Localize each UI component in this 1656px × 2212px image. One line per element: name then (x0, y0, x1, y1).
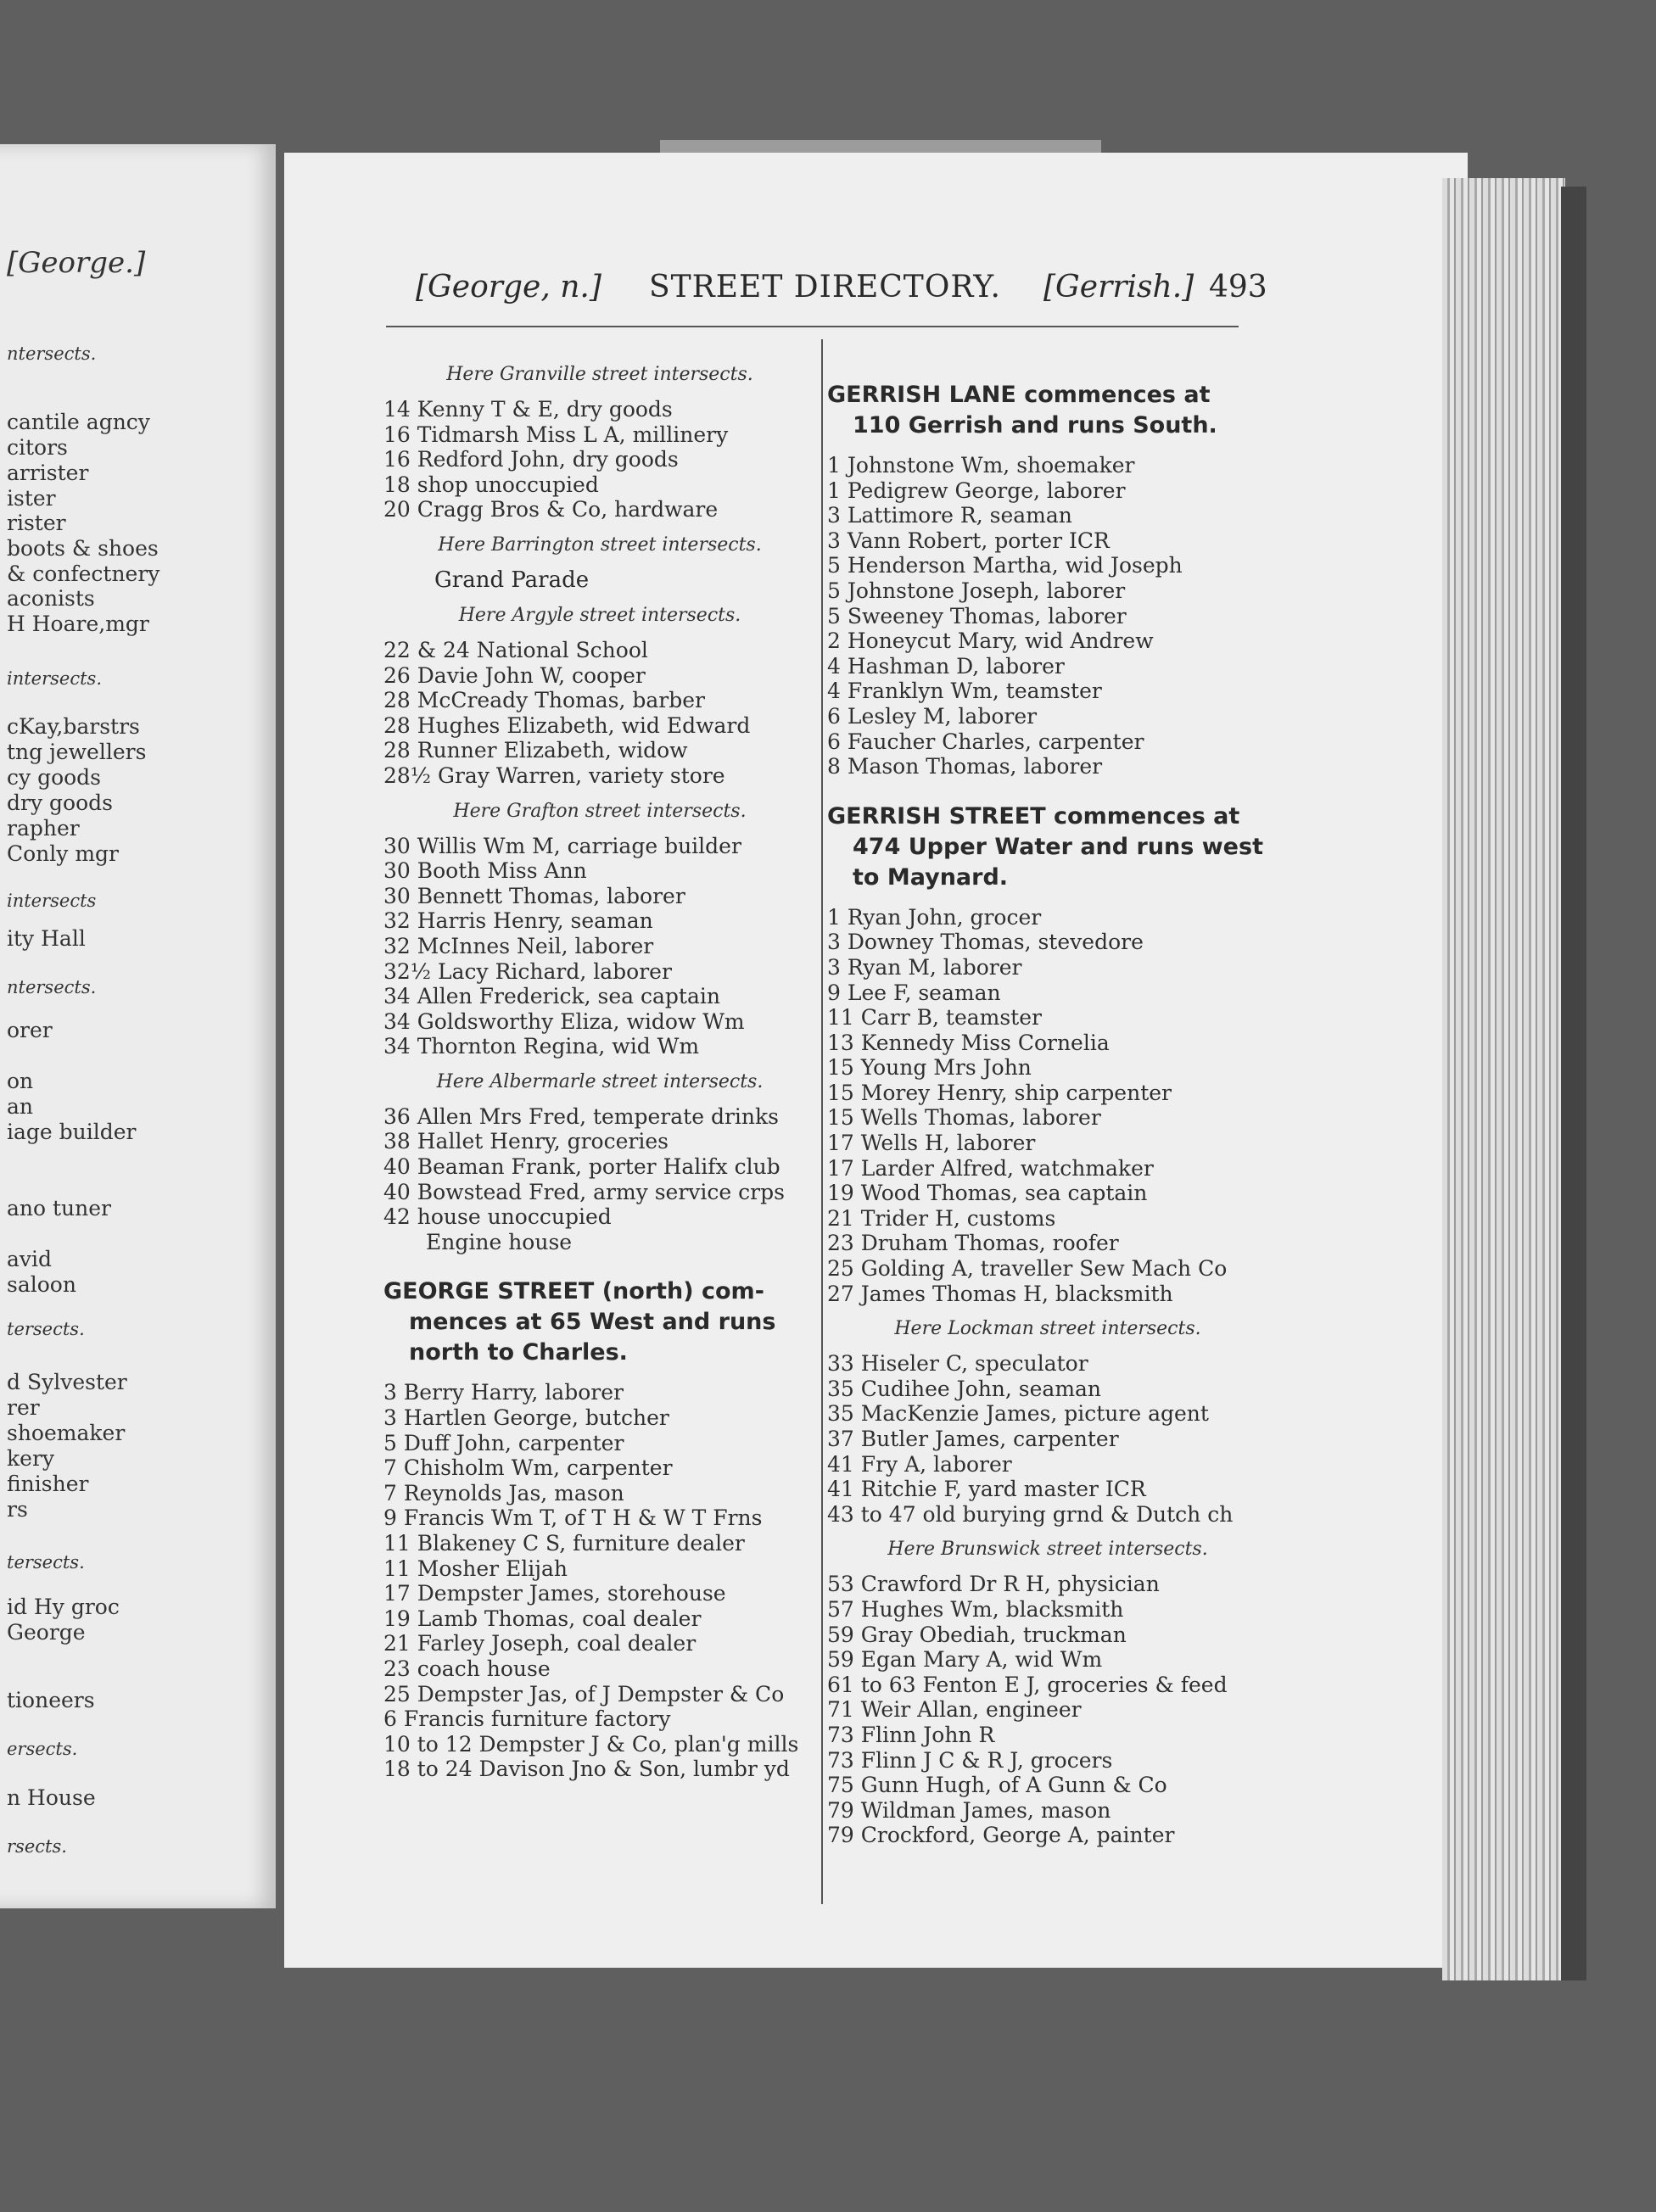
left-page-line: arrister (7, 461, 89, 485)
directory-entry: 10 to 12 Dempster J & Co, plan'g mills (383, 1731, 799, 1757)
directory-entry: 16 Redford John, dry goods (383, 447, 679, 472)
left-page-line: ntersects. (7, 977, 97, 997)
directory-entry: 3 Ryan M, laborer (827, 954, 1022, 980)
directory-entry: 25 Golding A, traveller Sew Mach Co (827, 1256, 1228, 1282)
header-right-guide: [Gerrish.] (1043, 270, 1194, 304)
directory-entry: 4 Hashman D, laborer (827, 653, 1065, 679)
directory-entry: 41 Ritchie F, yard master ICR (827, 1477, 1146, 1502)
left-page-line: rs (7, 1497, 28, 1522)
left-page-line: ister (7, 486, 56, 511)
directory-entry: 3 Lattimore R, seaman (827, 503, 1072, 528)
street-heading (827, 380, 1268, 441)
directory-entry: 23 Druham Thomas, roofer (827, 1231, 1119, 1256)
intersection-note: Here Granville street intersects. (446, 364, 753, 385)
directory-entry: 26 Davie John W, cooper (383, 662, 646, 688)
directory-entry: 30 Booth Miss Ann (383, 858, 587, 884)
directory-entry: 1 Pedigrew George, laborer (827, 478, 1126, 503)
directory-entry: 11 Carr B, teamster (827, 1005, 1042, 1031)
directory-entry: 3 Hartlen George, butcher (383, 1405, 669, 1431)
directory-entry: 9 Lee F, seaman (827, 980, 1001, 1005)
directory-entry: 38 Hallet Henry, groceries (383, 1129, 669, 1154)
directory-entry: 15 Wells Thomas, laborer (827, 1105, 1101, 1131)
directory-entry: 28 McCready Thomas, barber (383, 688, 705, 713)
street-heading-line: mences at 65 West and runs (409, 1309, 776, 1336)
directory-entry: 28 Hughes Elizabeth, wid Edward (383, 712, 751, 738)
intersection-note: Here Albermarle street intersects. (436, 1070, 764, 1092)
directory-entry: 25 Dempster Jas, of J Dempster & Co (383, 1681, 785, 1706)
left-page-line: Conly mgr (7, 841, 120, 866)
left-page-line: avid (7, 1247, 53, 1271)
left-page-line: cy goods (7, 765, 102, 790)
left-page-line: n House (7, 1785, 96, 1810)
directory-entry: 42 house unoccupied (383, 1204, 612, 1230)
directory-entry: 57 Hughes Wm, blacksmith (827, 1596, 1124, 1622)
street-heading (827, 802, 1268, 893)
directory-entry: 18 shop unoccupied (383, 472, 599, 497)
left-column (383, 352, 816, 1782)
directory-entry: 20 Cragg Bros & Co, hardware (383, 497, 719, 522)
street-heading-lead: GERRISH STREET commences at (827, 802, 1240, 830)
directory-entry: 71 Weir Allan, engineer (827, 1697, 1082, 1723)
directory-entry: 22 & 24 National School (383, 637, 648, 662)
directory-entry: 5 Sweeney Thomas, laborer (827, 603, 1127, 628)
directory-entry: 8 Mason Thomas, laborer (827, 754, 1103, 779)
street-heading-line: 110 Gerrish and runs South. (853, 412, 1217, 438)
left-page-line: tersects. (7, 1552, 85, 1572)
left-page-line: tng jewellers (7, 740, 147, 764)
directory-entry: 6 Lesley M, laborer (827, 703, 1038, 729)
directory-entry: 7 Chisholm Wm, carpenter (383, 1455, 673, 1481)
street-heading-line: north to Charles. (409, 1339, 628, 1366)
directory-entry: 73 Flinn J C & R J, grocers (827, 1747, 1113, 1773)
directory-entry: 75 Gunn Hugh, of A Gunn & Co (827, 1773, 1167, 1798)
directory-entry: 16 Tidmarsh Miss L A, millinery (383, 422, 729, 447)
header-rule (386, 326, 1239, 327)
directory-entry: 30 Willis Wm M, carriage builder (383, 833, 741, 858)
header-title: STREET DIRECTORY. (649, 270, 1001, 304)
directory-entry: 17 Dempster James, storehouse (383, 1581, 726, 1606)
left-page-line: id Hy groc (7, 1595, 120, 1619)
directory-entry: 2 Honeycut Mary, wid Andrew (827, 628, 1154, 654)
directory-entry: 19 Lamb Thomas, coal dealer (383, 1606, 702, 1631)
left-page-line: cantile agncy (7, 410, 150, 434)
directory-entry: Engine house (426, 1229, 573, 1254)
street-heading-lead: GERRISH LANE commences at (827, 382, 1211, 408)
directory-entry: 19 Wood Thomas, sea captain (827, 1181, 1148, 1206)
directory-entry: 30 Bennett Thomas, laborer (383, 883, 685, 908)
directory-entry: 27 James Thomas H, blacksmith (827, 1281, 1173, 1306)
directory-entry: 40 Bowstead Fred, army service crps (383, 1179, 785, 1204)
left-page-line: ano tuner (7, 1196, 111, 1221)
left-page-line: cKay,barstrs (7, 714, 140, 739)
directory-entry: 11 Blakeney C S, furniture dealer (383, 1531, 745, 1556)
directory-entry: 41 Fry A, laborer (827, 1451, 1012, 1477)
intersection-note: Here Grafton street intersects. (453, 800, 747, 822)
left-page-line: tioneers (7, 1688, 95, 1712)
directory-entry: 21 Trider H, customs (827, 1205, 1056, 1231)
page-number: 493 (1209, 270, 1267, 304)
left-page-line: intersects (7, 891, 97, 911)
directory-entry: 34 Thornton Regina, wid Wm (383, 1034, 700, 1059)
directory-entry: 17 Wells H, laborer (827, 1131, 1036, 1156)
left-page-line: d Sylvester (7, 1370, 127, 1394)
directory-entry: 3 Vann Robert, porter ICR (827, 528, 1110, 553)
directory-entry: 35 MacKenzie James, picture agent (827, 1401, 1209, 1427)
directory-entry: 7 Reynolds Jas, mason (383, 1480, 624, 1505)
left-page-line: dry goods (7, 790, 113, 815)
directory-entry: 1 Ryan John, grocer (827, 904, 1042, 930)
left-page-line: rer (7, 1395, 40, 1420)
page-header (416, 263, 1273, 314)
left-page-line: [George.] (7, 246, 146, 280)
directory-entry: 6 Faucher Charles, carpenter (827, 729, 1144, 754)
directory-entry: 21 Farley Joseph, coal dealer (383, 1631, 697, 1656)
left-page-line: rapher (7, 816, 80, 841)
directory-entry: 59 Gray Obediah, truckman (827, 1622, 1127, 1647)
page-edges (1442, 178, 1565, 1980)
directory-entry: 13 Kennedy Miss Cornelia (827, 1030, 1110, 1055)
directory-entry: 79 Wildman James, mason (827, 1797, 1111, 1823)
left-page-line: ntersects. (7, 344, 97, 364)
directory-entry: 17 Larder Alfred, watchmaker (827, 1155, 1154, 1181)
directory-entry: 4 Franklyn Wm, teamster (827, 679, 1102, 704)
left-page-line: George (7, 1620, 86, 1645)
landmark-entry: Grand Parade (434, 567, 590, 593)
street-heading-line: 474 Upper Water and runs west (853, 833, 1263, 860)
directory-entry: 5 Johnstone Joseph, laborer (827, 578, 1126, 603)
left-page-line: boots & shoes (7, 536, 159, 561)
directory-entry: 34 Allen Frederick, sea captain (383, 984, 720, 1009)
directory-entry: 33 Hiseler C, speculator (827, 1351, 1088, 1377)
directory-entry: 73 Flinn John R (827, 1722, 995, 1747)
intersection-note: Here Brunswick street intersects. (887, 1539, 1208, 1561)
directory-entry: 61 to 63 Fenton E J, groceries & feed (827, 1672, 1228, 1697)
left-page-line: kery (7, 1446, 55, 1471)
left-page-line: rister (7, 511, 66, 535)
left-page-line: intersects. (7, 668, 103, 689)
directory-entry: 3 Berry Harry, laborer (383, 1380, 624, 1405)
directory-entry: 59 Egan Mary A, wid Wm (827, 1647, 1103, 1673)
intersection-note: Here Argyle street intersects. (458, 604, 741, 626)
left-page-line: ersects. (7, 1739, 78, 1759)
left-page-line: H Hoare,mgr (7, 612, 149, 636)
directory-entry: 32 Harris Henry, seaman (383, 908, 653, 934)
directory-entry: 23 coach house (383, 1656, 551, 1681)
directory-entry: 11 Mosher Elijah (383, 1556, 568, 1581)
left-page-line: ity Hall (7, 926, 86, 951)
directory-entry: 5 Henderson Martha, wid Joseph (827, 553, 1183, 578)
intersection-note: Here Lockman street intersects. (894, 1318, 1201, 1340)
left-page-line: citors (7, 435, 68, 460)
column-divider (821, 339, 823, 1904)
header-left-guide: [George, n.] (416, 270, 601, 304)
directory-entry: 18 to 24 Davison Jno & Son, lumbr yd (383, 1757, 790, 1782)
directory-entry: 79 Crockford, George A, painter (827, 1823, 1175, 1848)
left-page-line: on (7, 1069, 34, 1093)
directory-entry: 9 Francis Wm T, of T H & W T Frns (383, 1505, 763, 1531)
directory-entry: 34 Goldsworthy Eliza, widow Wm (383, 1008, 745, 1034)
left-page-line: & confectnery (7, 561, 160, 586)
directory-entry: 6 Francis furniture factory (383, 1706, 671, 1732)
directory-entry: 28½ Gray Warren, variety store (383, 762, 725, 788)
left-page (0, 144, 276, 1908)
left-page-line: saloon (7, 1272, 76, 1297)
directory-entry: 37 Butler James, carpenter (827, 1427, 1119, 1451)
left-page-line: shoemaker (7, 1421, 126, 1445)
right-column (827, 358, 1268, 1848)
directory-entry: 1 Johnstone Wm, shoemaker (827, 453, 1135, 478)
left-page-line: aconists (7, 586, 95, 611)
directory-entry: 32½ Lacy Richard, laborer (383, 958, 672, 984)
directory-entry: 15 Young Mrs John (827, 1055, 1032, 1081)
directory-entry: 53 Crawford Dr R H, physician (827, 1572, 1160, 1597)
street-heading-line: to Maynard. (853, 863, 1009, 891)
directory-entry: 15 Morey Henry, ship carpenter (827, 1080, 1172, 1105)
left-page-line: iage builder (7, 1120, 137, 1144)
directory-entry: 40 Beaman Frank, porter Halifx club (383, 1154, 780, 1180)
directory-entry: 28 Runner Elizabeth, widow (383, 738, 688, 763)
street-heading (383, 1276, 816, 1368)
left-page-line: tersects. (7, 1319, 85, 1339)
directory-entry: 32 McInnes Neil, laborer (383, 933, 654, 958)
directory-entry: 3 Downey Thomas, stevedore (827, 930, 1144, 955)
directory-entry: 14 Kenny T & E, dry goods (383, 397, 673, 422)
left-page-line: rsects. (7, 1836, 67, 1857)
left-page-line: orer (7, 1018, 53, 1042)
directory-entry: 43 to 47 old burying grnd & Dutch ch (827, 1501, 1234, 1527)
left-page-line: finisher (7, 1472, 89, 1496)
directory-entry: 5 Duff John, carpenter (383, 1430, 624, 1455)
left-page-line: an (7, 1094, 34, 1119)
intersection-note: Here Barrington street intersects. (438, 533, 762, 556)
street-heading-lead: GEORGE STREET (north) com- (383, 1278, 764, 1305)
directory-entry: 35 Cudihee John, seaman (827, 1376, 1102, 1401)
book-cover-edge (1561, 187, 1586, 1980)
directory-entry: 36 Allen Mrs Fred, temperate drinks (383, 1103, 779, 1129)
